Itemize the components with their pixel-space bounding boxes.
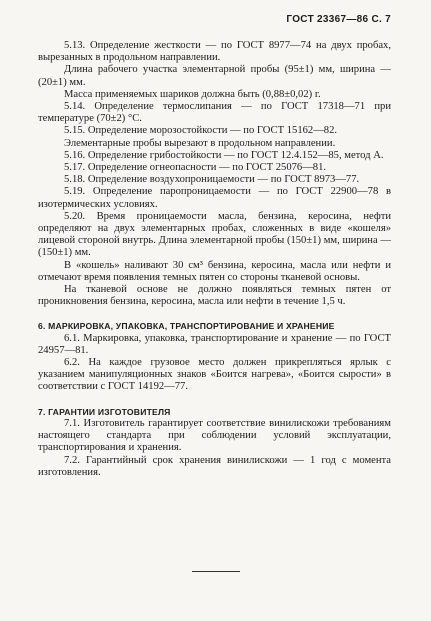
page-header: ГОСТ 23367—86 С. 7	[286, 14, 391, 25]
section-6-heading: 6. МАРКИРОВКА, УПАКОВКА, ТРАНСПОРТИРОВАНИЕ И ХРАНЕНИЕ	[38, 321, 335, 332]
paragraph: 6.2. На каждое грузовое место должен прикрепляться ярлык с указанием манипуляционных знаков «Боится нагрева», «Боится сырости» в соответствии с ГОСТ 14192—77.	[38, 357, 391, 393]
paragraph: Длина рабочего участка элементарной пробы (95±1) мм, ширина — (20±1) мм.	[38, 64, 391, 88]
page-content	[38, 40, 391, 479]
section-gap	[38, 394, 391, 406]
paragraph: На тканевой основе не должно появляться темных пятен от проникновения бензина, керосина, масла или нефти в течение 1,5 ч.	[38, 284, 391, 308]
end-rule	[192, 571, 240, 572]
paragraph: 5.13. Определение жесткости — по ГОСТ 8977—74 на двух пробах, вырезанных в продольном направлении.	[38, 40, 391, 64]
paragraph: 5.15. Определение морозостойкости — по ГОСТ 15162—82.	[64, 125, 338, 137]
paragraph: 5.19. Определение паропроницаемости — по ГОСТ 22900—78 в изотермических условиях.	[38, 186, 391, 210]
section-7-heading: 7. ГАРАНТИИ ИЗГОТОВИТЕЛЯ	[38, 406, 171, 417]
paragraph: 5.14. Определение термослипания — по ГОСТ 17318—71 при температуре (70±2) °С.	[38, 101, 391, 125]
paragraph: 7.1. Изготовитель гарантирует соответствие винилискожи требованиям настоящего стандарта при соблюдении условий эксплуатации, транспортирования и хранения.	[38, 417, 391, 454]
paragraph: 6.1. Маркировка, упаковка, транспортирование и хранение — по ГОСТ 24957—81.	[38, 332, 391, 356]
paragraph: 5.20. Время проницаемости масла, бензина, керосина, нефти определяют на двух элементарных пробах, сложенных в виде «кошеля» лицевой стороной внутрь. Длина элементарной пробы (150±1) мм, ширина — (150±1) мм.	[38, 210, 391, 259]
paragraph: Элементарные пробы вырезают в продольном направлении.	[64, 137, 336, 149]
section-gap	[38, 308, 391, 320]
paragraph: 5.18. Определение воздухопроницаемости — по ГОСТ 8973—77.	[64, 174, 360, 186]
paragraph: В «кошель» наливают 30 см³ бензина, керосина, масла или нефти и отмечают время появления темных пятен со стороны тканевой основы.	[38, 259, 391, 283]
paragraph: 7.2. Гарантийный срок хранения винилискожи — 1 год с момента изготовления.	[38, 454, 391, 478]
paragraph: 5.16. Определение грибостойкости — по ГОСТ 12.4.152—85, метод А.	[64, 149, 384, 161]
paragraph: 5.17. Определение огнеопасности — по ГОСТ 25076—81.	[64, 162, 327, 174]
paragraph: Масса применяемых шариков должна быть (0,88±0,02) г.	[64, 88, 321, 100]
